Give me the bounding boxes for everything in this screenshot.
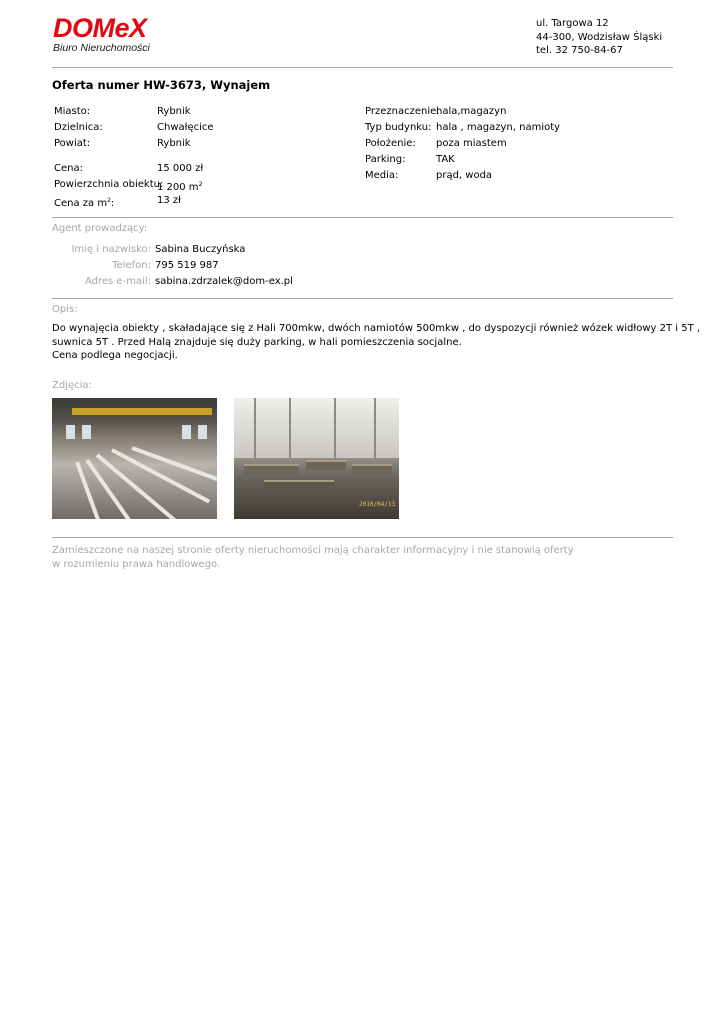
agent-name-label: Imię i nazwisko:	[71, 244, 151, 255]
detail-label: Cena:	[54, 163, 83, 174]
photos-section-label: Zdjęcia:	[52, 380, 92, 391]
area-unit-sup: 2	[198, 181, 203, 188]
detail-value: Chwałęcice	[157, 122, 214, 133]
detail-value: TAK	[436, 154, 455, 165]
pallet-stack	[352, 464, 392, 474]
window	[66, 425, 75, 439]
detail-value	[157, 178, 202, 194]
pallet-stack	[306, 460, 346, 470]
divider	[52, 67, 673, 68]
tent-rib	[334, 398, 336, 468]
detail-label: Typ budynku:	[365, 122, 432, 133]
tent-rib	[374, 398, 376, 468]
description-line: suwnica 5T . Przed Halą znajduje się duży parking, w hali pomieszczenia socjalne.	[52, 336, 462, 348]
pallet-stack	[264, 480, 334, 490]
company-address	[536, 17, 662, 58]
address-phone: tel. 32 750-84-67	[536, 45, 623, 56]
photo-hall-interior[interactable]	[52, 398, 217, 519]
address-street: ul. Targowa 12	[536, 18, 609, 29]
area-value: 1 200 m	[157, 182, 199, 193]
price-per-label: Cena za m	[54, 198, 108, 209]
disclaimer-line: w rozumieniu prawa handlowego.	[52, 558, 221, 570]
price-per-label-suffix: :	[110, 198, 115, 209]
tent-rib	[289, 398, 291, 468]
logo-subtitle: Biuro Nieruchomości	[53, 42, 150, 54]
detail-value: prąd, woda	[436, 170, 493, 181]
divider	[52, 217, 673, 218]
offer-title: Oferta numer HW-3673, Wynajem	[52, 78, 271, 92]
page-header	[0, 0, 725, 68]
disclaimer-line: Zamieszczone na naszej stronie oferty nieruchomości mają charakter informacyjny i nie stanowią oferty	[52, 545, 574, 556]
detail-value: 13 zł	[157, 195, 181, 206]
window	[198, 425, 207, 439]
pallet-stack	[244, 464, 299, 474]
description-text	[52, 322, 701, 363]
window	[182, 425, 191, 439]
detail-value: 15 000 zł	[157, 163, 204, 174]
tent-rib	[254, 398, 256, 468]
detail-value: hala,magazyn	[436, 106, 507, 117]
detail-label: Przeznaczenie:	[365, 106, 440, 117]
legal-disclaimer	[52, 544, 574, 571]
detail-value: hala , magazyn, namioty	[436, 122, 561, 133]
agent-name: Sabina Buczyńska	[155, 244, 246, 255]
price-per-label-sup: 2	[107, 197, 111, 204]
detail-label: Powiat:	[54, 138, 91, 149]
description-line: Cena podlega negocjacji.	[52, 350, 178, 361]
detail-label	[54, 194, 114, 210]
detail-label: Media:	[365, 170, 399, 181]
divider	[52, 298, 673, 299]
agent-section-label: Agent prowadzący:	[52, 223, 148, 234]
description-section-label: Opis:	[52, 304, 78, 315]
address-city: 44-300, Wodzisław Śląski	[536, 31, 663, 43]
photo-tent-interior[interactable]	[234, 398, 399, 519]
detail-value: poza miastem	[436, 138, 507, 149]
detail-label: Dzielnica:	[54, 122, 103, 133]
agent-email: sabina.zdrzalek@dom-ex.pl	[155, 276, 293, 287]
divider	[52, 537, 673, 538]
detail-value: Rybnik	[157, 138, 191, 149]
detail-value: Rybnik	[157, 106, 191, 117]
agent-email-label: Adres e-mail:	[84, 276, 151, 287]
detail-label: Powierzchnia obiektu:	[54, 179, 164, 190]
logo-wordmark: DOMeX	[53, 13, 147, 43]
detail-label: Miasto:	[54, 106, 91, 117]
detail-label: Parking:	[365, 154, 406, 165]
agent-phone: 795 519 987	[155, 260, 219, 271]
agent-phone-label: Telefon:	[112, 260, 151, 271]
detail-label: Położenie:	[365, 138, 416, 149]
crane-beam	[72, 408, 212, 415]
company-logo	[53, 14, 168, 56]
photo-date-stamp: 2010/04/13	[359, 501, 396, 508]
window	[82, 425, 91, 439]
description-line: Do wynajęcia obiekty , skaładające się z Hali 700mkw, dwóch namiotów 500mkw , do dyspozycji również wózek widłowy 2T i 5T ,	[52, 323, 701, 334]
